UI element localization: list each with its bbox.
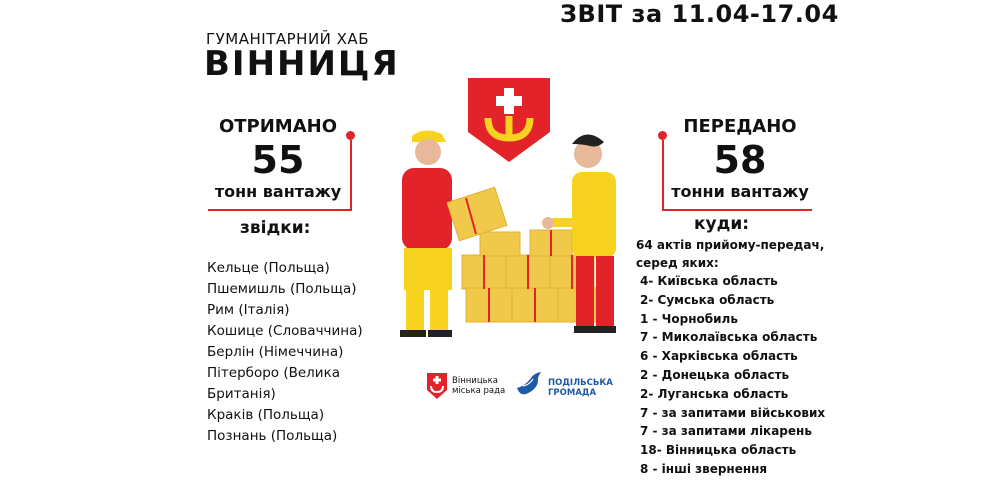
- origin-item: Пшемишль (Польща): [207, 281, 357, 297]
- origin-item: Кельце (Польща): [207, 260, 330, 276]
- hub-city: ВІННИЦЯ: [204, 44, 400, 84]
- origin-item: Краків (Польща): [207, 407, 325, 423]
- origin-item: Берлін (Німеччина): [207, 344, 344, 360]
- hub-subtitle: ГУМАНІТАРНИЙ ХАБ: [206, 30, 369, 48]
- destination-item: 2- Луганська область: [640, 386, 789, 401]
- received-connector-line: [350, 140, 352, 210]
- among-text: серед яких:: [636, 256, 719, 270]
- destination-item: 1 - Чорнобиль: [640, 311, 738, 326]
- origin-item: Британія): [207, 386, 276, 402]
- acts-text: 64 актів прийому-передач,: [636, 238, 825, 252]
- origin-item: Познань (Польща): [207, 428, 338, 444]
- to-label: куди:: [694, 214, 750, 234]
- volunteers-illustration: [380, 70, 620, 340]
- destination-item: 7 - Миколаївська область: [640, 330, 818, 345]
- destination-item: 7 - за запитами лікарень: [640, 424, 812, 439]
- dove-icon: [514, 370, 544, 398]
- destination-list: [640, 272, 825, 479]
- received-amount: 55: [251, 138, 305, 182]
- destination-item: 2 - Донецька область: [640, 367, 790, 382]
- destination-item: 2- Сумська область: [640, 292, 775, 307]
- destination-item: 7 - за запитами військових: [640, 405, 826, 420]
- received-label: ОТРИМАНО: [218, 116, 338, 137]
- origin-item: Кошице (Словаччина): [207, 323, 363, 339]
- sent-unit: тонни вантажу: [671, 182, 809, 201]
- origin-list: [207, 258, 363, 447]
- received-divider: [208, 209, 352, 211]
- sent-connector-line: [662, 140, 664, 210]
- trident-cross-icon: [426, 372, 448, 400]
- destination-item: 18- Вінницька область: [640, 443, 797, 458]
- city-council-logo-text: Вінницька міська рада: [452, 376, 506, 396]
- origin-item: Рим (Італія): [207, 302, 290, 318]
- destination-item: 4- Київська область: [640, 274, 778, 288]
- destination-item: 6 - Харківська область: [640, 349, 798, 364]
- origin-item: Пітерборо (Велика: [207, 365, 341, 381]
- sent-label: ПЕРЕДАНО: [683, 116, 797, 137]
- sent-divider: [662, 209, 812, 211]
- destination-item: 8 - інші звернення: [640, 461, 768, 476]
- sent-amount: 58: [713, 138, 767, 182]
- shield-emblem-icon: [468, 78, 550, 162]
- community-logo-text: ПОДІЛЬСЬКА ГРОМАДА: [548, 378, 613, 398]
- report-title: ЗВІТ за 11.04-17.04: [560, 0, 839, 28]
- sent-connector-dot: [658, 131, 667, 140]
- received-connector-dot: [346, 131, 355, 140]
- from-label: звідки:: [240, 218, 311, 238]
- received-unit: тонн вантажу: [214, 182, 342, 201]
